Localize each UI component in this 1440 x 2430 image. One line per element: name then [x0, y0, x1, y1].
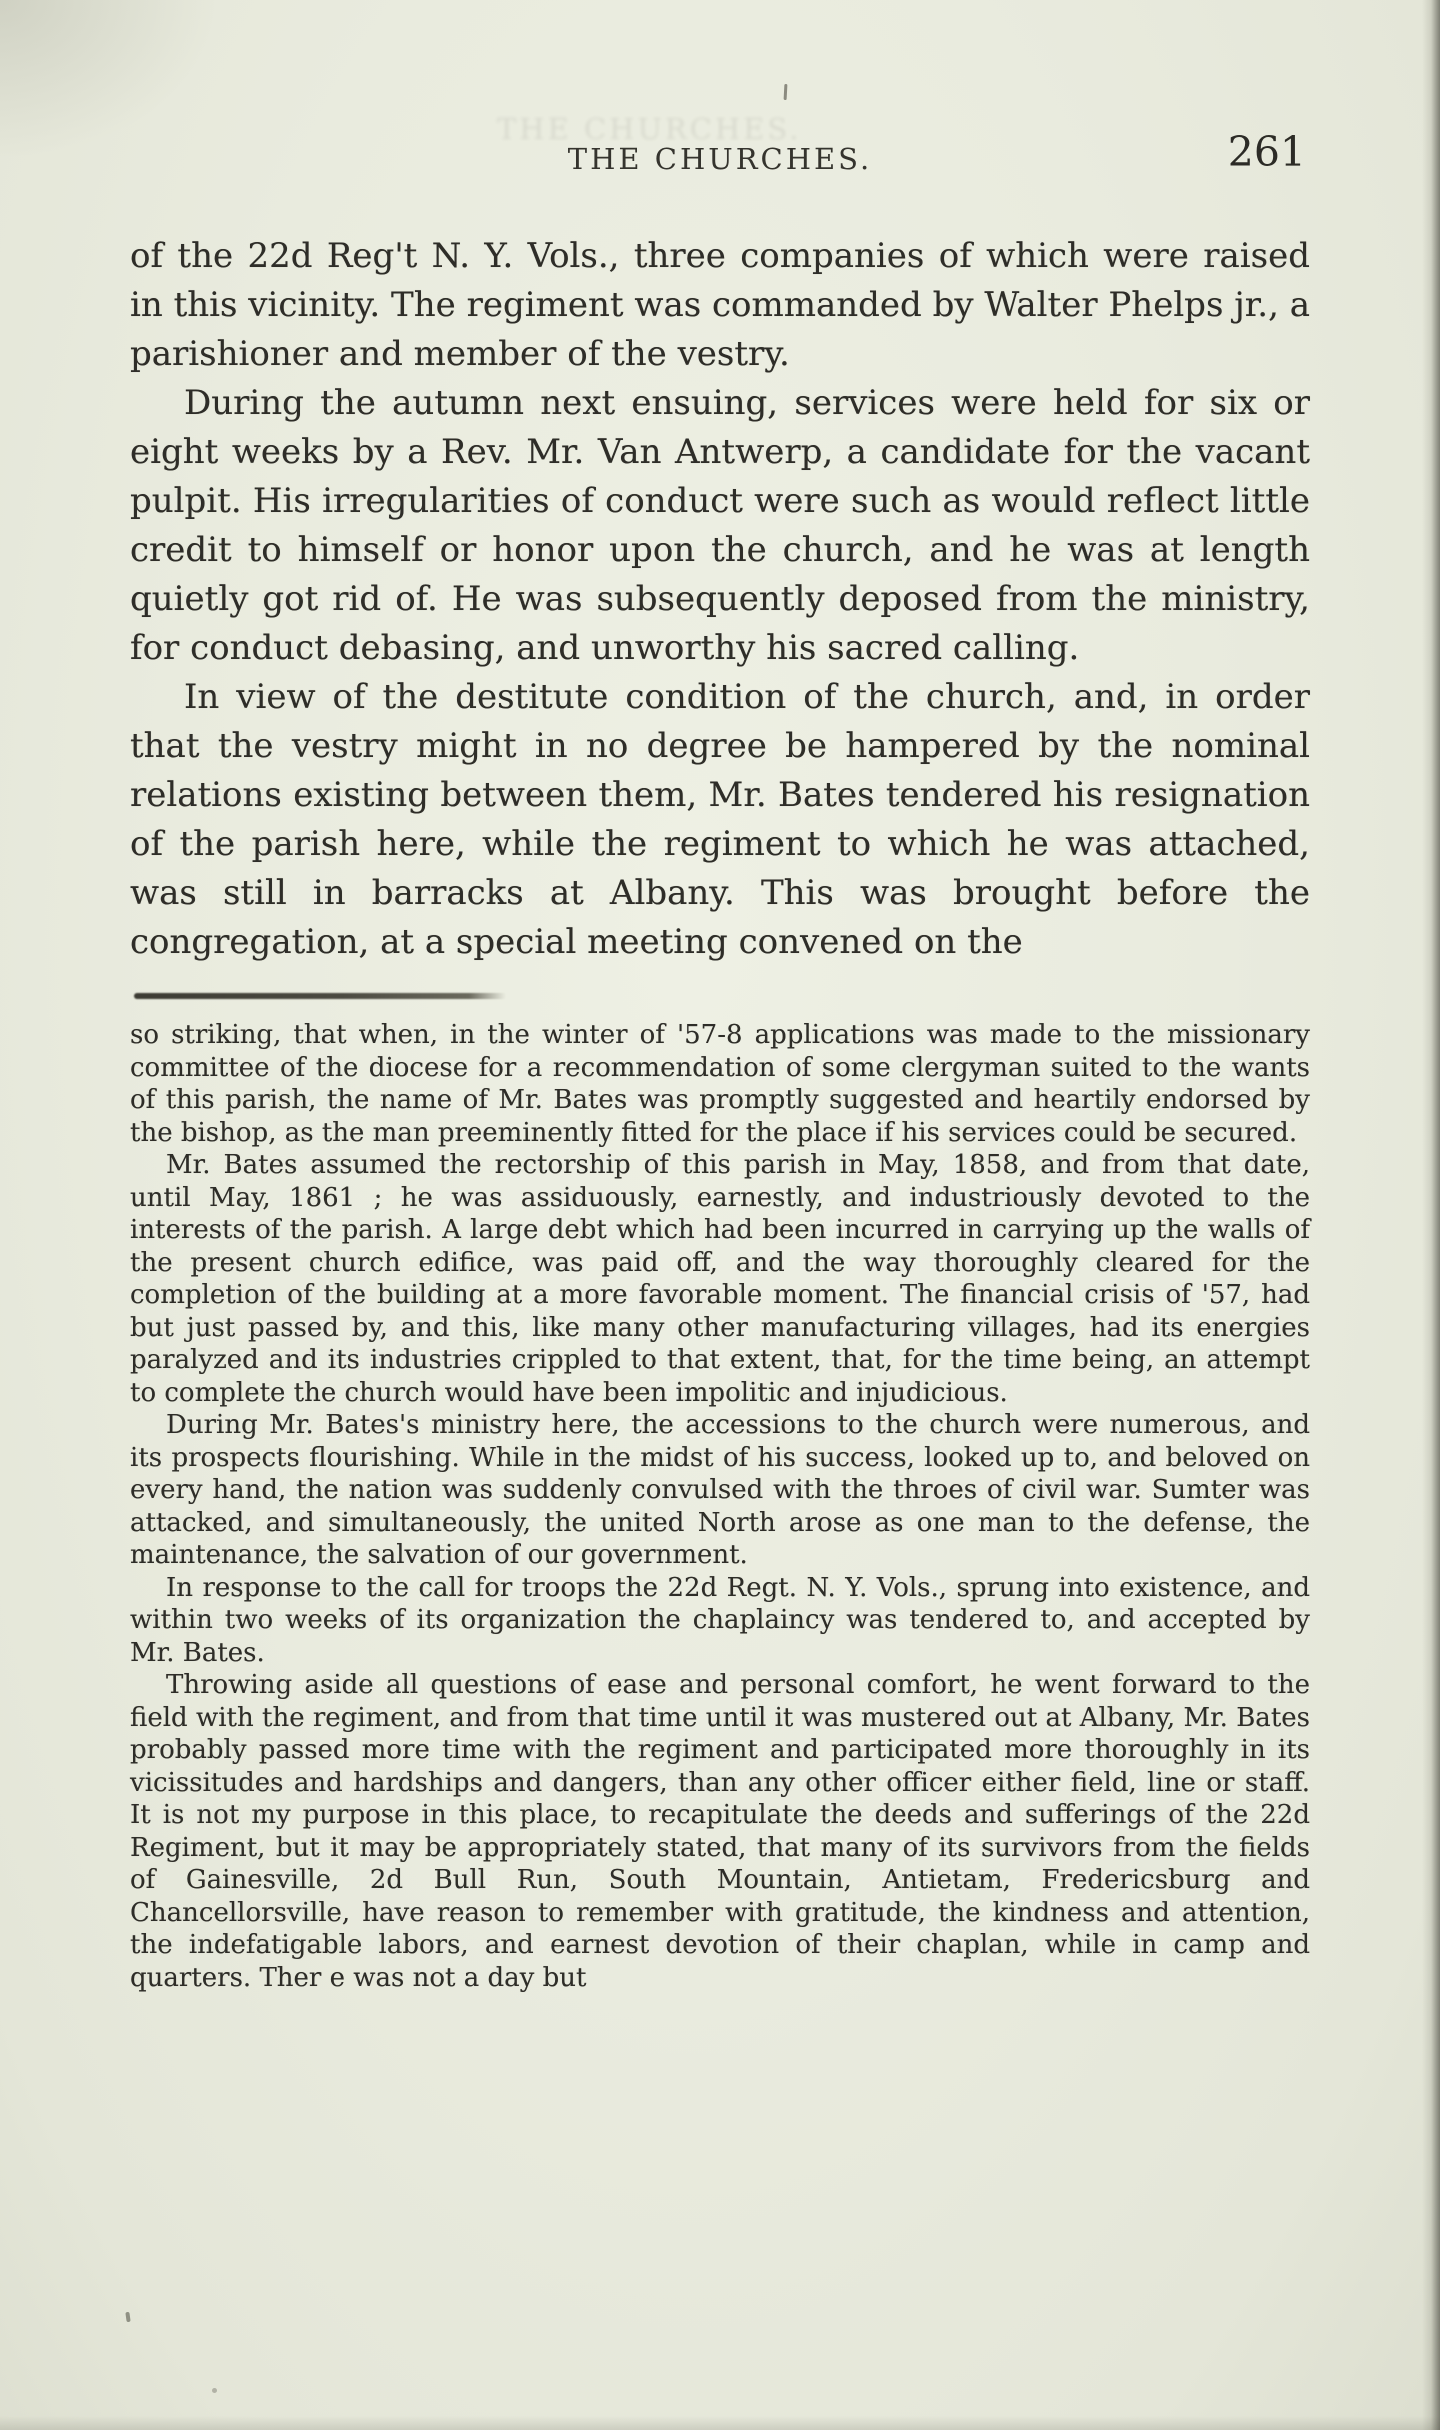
- footnote-paragraph: During Mr. Bates's ministry here, the accessions to the church were numerous, and its prospects flourishing. While in the midst of his success, looked up to, and beloved on every hand, the nation was suddenly convulsed with the throes of civil war. Sumter was attacked, and simultaneously, the united North arose as one man to the defense, the maintenance, the salvation of our government.: [130, 1410, 1310, 1570]
- running-header: [130, 112, 1310, 188]
- footnote-separator-rule: [134, 993, 506, 999]
- page-number: 261: [1227, 128, 1306, 176]
- footnote-paragraph: Throwing aside all questions of ease and personal comfort, he went forward to the field with the regiment, and from that time until it was mustered out at Albany, Mr. Bates probably passed more time with the regiment and participated more thoroughly in its vicissitudes and hardships and dangers, than any other officer either field, line or staff. It is not my purpose in this place, to recapitulate the deeds and sufferings of the 22d Regiment, but it may be appropriately stated, that many of its survivors from the fields of Gainesville, 2d Bull Run, South Mountain, Antietam, Fredericsburg and Chancellorsville, have reason to remember with gratitude, the kindness and attention, the indefatigable labors, and earnest devotion of their chaplan, while in camp and quarters. Ther e was not a day but: [130, 1670, 1310, 1993]
- body-paragraph: of the 22d Reg't N. Y. Vols., three companies of which were raised in this vicinity. The regiment was commanded by Walter Phelps jr., a parishioner and member of the vestry.: [130, 236, 1310, 374]
- scan-artifact-mark: [125, 2312, 130, 2322]
- footnote-paragraph: Mr. Bates assumed the rectorship of this parish in May, 1858, and from that date, until May, 1861 ; he was assiduously, earnestly, and industriously devoted to the interests of the parish. A large debt which had been incurred in carrying up the walls of the present church edifice, was paid off, and the way thoroughly cleared for the completion of the building at a more favorable moment. The financial crisis of '57, had but just passed by, and this, like many other manufacturing villages, had its energies paralyzed and its industries crippled to that extent, that, for the time being, an attempt to complete the church would have been impolitic and injudicious.: [130, 1150, 1310, 1408]
- footnote-paragraph: In response to the call for troops the 22d Regt. N. Y. Vols., sprung into existence, and within two weeks of its organization the chaplaincy was tendered to, and accepted by Mr. Bates.: [130, 1572, 1310, 1668]
- main-text-block: [130, 232, 1310, 967]
- body-paragraph: In view of the destitute condition of the church, and, in order that the vestry might in no degree be hampered by the nominal relations existing between them, Mr. Bates tendered his resignation of the parish here, while the regiment to which he was attached, was still in barracks at Albany. This was brought before the congregation, at a special meeting convened on the: [130, 677, 1310, 962]
- running-header-title: THE CHURCHES.: [567, 142, 873, 176]
- scan-edge-shadow-bottom: [0, 2416, 1440, 2430]
- running-header-ghost: THE CHURCHES.: [496, 112, 802, 146]
- body-paragraph: During the autumn next ensuing, services were held for six or eight weeks by a Rev. Mr. Van Antwerp, a candidate for the vacant pulpit. His irregularities of conduct were such as would reflect little credit to himself or honor upon the church, and he was at length quietly got rid of. He was subsequently deposed from the ministry, for conduct debasing, and unworthy his sacred calling.: [130, 383, 1310, 668]
- footnote-text-block: [130, 1019, 1310, 1994]
- scan-artifact-dot: [212, 2388, 217, 2393]
- footnote-paragraph: so striking, that when, in the winter of '57-8 applications was made to the missionary committee of the diocese for a recommendation of some clergyman suited to the wants of this parish, the name of Mr. Bates was promptly suggested and heartily endorsed by the bishop, as the man preeminently fitted for the place if his services could be secured.: [130, 1020, 1310, 1148]
